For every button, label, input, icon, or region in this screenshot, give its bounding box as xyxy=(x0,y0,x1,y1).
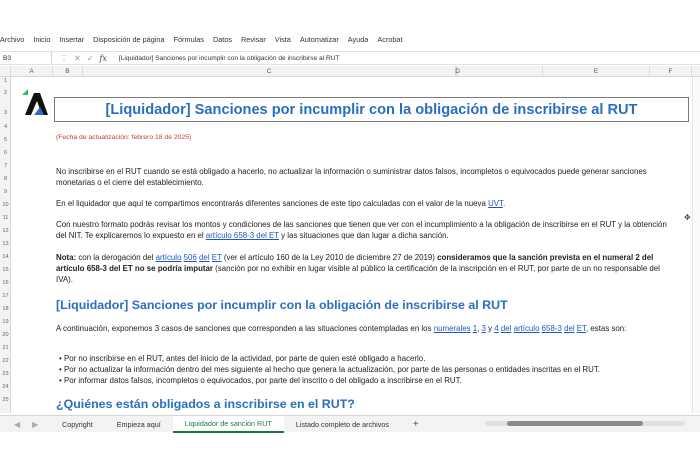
column-header[interactable]: A xyxy=(11,66,53,77)
prev-sheet-icon[interactable]: ◀ xyxy=(14,419,21,429)
menu-acrobat[interactable]: Acrobat xyxy=(377,34,403,44)
row-header[interactable]: 11 xyxy=(2,215,9,221)
insert-function-icon[interactable]: fx xyxy=(99,53,107,63)
menu-disposicion[interactable]: Disposición de página xyxy=(93,34,165,44)
numeral-3-link[interactable]: 3 xyxy=(481,324,486,333)
row-header[interactable]: 5 xyxy=(3,137,8,143)
title-cell[interactable] xyxy=(54,97,689,122)
paragraph-intro: No inscribirse en el RUT cuando se está obligado a hacerlo, no actualizar la información o suministrar datos falsos, incompletos o equivocados puede generar sanciones monetarias o el cierre del establecimiento. xyxy=(56,167,647,187)
row-header[interactable]: 25 xyxy=(2,397,9,403)
numerales-link[interactable]: numerales xyxy=(433,324,471,333)
row-header[interactable]: 14 xyxy=(2,254,9,260)
worksheet-grid[interactable] xyxy=(12,77,692,413)
row-header[interactable]: 22 xyxy=(2,358,9,364)
horizontal-scrollbar[interactable] xyxy=(485,421,685,426)
del-link[interactable]: del xyxy=(500,324,512,333)
section-heading: [Liquidador] Sanciones por incumplir con la obligación de inscribirse al RUT xyxy=(56,298,508,312)
row-header[interactable]: 4 xyxy=(3,124,8,130)
cursor-icon: ✥ xyxy=(684,213,691,222)
column-header[interactable]: E xyxy=(543,66,650,77)
menu-formulas[interactable]: Fórmulas xyxy=(173,34,204,44)
list-item: • Por no inscribirse en el RUT, antes del inicio de la actividad, por parte de quien esté obligado a hacerlo. xyxy=(59,354,426,363)
select-all-corner[interactable] xyxy=(0,66,11,77)
tab-empieza-aqui[interactable]: Empieza aquí xyxy=(116,419,161,429)
tab-listado[interactable]: Listado completo de archivos xyxy=(295,419,389,429)
del-link[interactable]: del xyxy=(199,253,210,262)
list-item: • Por informar datos falsos, incompletos o equivocados, por parte del inscrito o del obligado a inscribirse en el RUT. xyxy=(59,376,462,385)
paragraph-uvt: En el liquidador que aquí te compartimos encontrarás diferentes sanciones de este tipo calculadas con el valor de la nueva UVT. xyxy=(56,199,506,208)
row-header[interactable]: 3 xyxy=(3,110,8,116)
uvt-link[interactable]: UVT xyxy=(488,199,503,208)
menu-inicio[interactable]: Inicio xyxy=(33,34,51,44)
confirm-icon[interactable]: ✓ xyxy=(86,53,94,63)
article-link[interactable]: artículo xyxy=(155,253,182,262)
row-header[interactable]: 19 xyxy=(2,319,9,325)
row-header[interactable]: 21 xyxy=(2,345,9,351)
row-header[interactable]: 23 xyxy=(2,371,9,377)
column-headers xyxy=(0,66,700,77)
et-link[interactable]: ET xyxy=(211,253,222,262)
row-header[interactable]: 15 xyxy=(2,267,9,273)
cancel-icon[interactable]: ✕ xyxy=(74,53,81,63)
row-header[interactable]: 20 xyxy=(2,332,9,338)
scrollbar-thumb[interactable] xyxy=(507,421,643,426)
numeral-1-link[interactable]: 1 xyxy=(472,324,478,333)
name-box[interactable]: B3 xyxy=(0,52,52,64)
menu-datos[interactable]: Datos xyxy=(212,34,233,44)
menu-archivo[interactable]: Archivo xyxy=(0,34,25,44)
row-header[interactable]: 13 xyxy=(2,241,9,247)
menu-vista[interactable]: Vista xyxy=(274,34,291,44)
ribbon-menu xyxy=(0,31,700,47)
row-header[interactable]: 7 xyxy=(3,163,8,169)
column-header[interactable]: F xyxy=(650,66,692,77)
more-options-icon[interactable]: ⋮ xyxy=(60,53,68,63)
row-header[interactable]: 9 xyxy=(3,189,8,195)
row-header[interactable]: 6 xyxy=(3,150,8,156)
vertical-scrollbar[interactable] xyxy=(692,77,700,413)
et-link[interactable]: ET xyxy=(576,324,587,333)
row-headers xyxy=(0,77,11,413)
row-header[interactable]: 17 xyxy=(2,293,9,299)
menu-automatizar[interactable]: Automatizar xyxy=(299,34,339,44)
column-header[interactable]: B xyxy=(53,66,83,77)
article-658-3-link[interactable]: artículo 658-3 del ET xyxy=(205,231,279,240)
row-header[interactable]: 1 xyxy=(3,78,8,84)
menu-revisar[interactable]: Revisar xyxy=(241,34,266,44)
row-header[interactable]: 10 xyxy=(2,202,9,208)
row-header[interactable]: 2 xyxy=(3,90,8,96)
column-header[interactable]: D xyxy=(373,66,543,77)
formula-input[interactable]: [Liquidador] Sanciones por incumplir con la obligación de inscribirse al RUT xyxy=(118,54,340,62)
paragraph-format: Con nuestro formato podrás revisar los montos y condiciones de las sanciones que tienen que ver con el incumplimiento a la obligación de inscribirse en el RUT y la obtención del NIT. Te explicaremos lo expuesto en el artículo 658-3 del ET y las situaciones que dan lugar a dicha sanción. xyxy=(56,220,667,240)
row-header[interactable]: 18 xyxy=(2,306,9,312)
article-506-link[interactable]: 506 xyxy=(183,253,197,262)
menu-ayuda[interactable]: Ayuda xyxy=(347,34,369,44)
article-658-3-link[interactable]: 658-3 xyxy=(541,324,562,333)
row-header[interactable]: 8 xyxy=(3,176,8,182)
formula-bar xyxy=(0,51,700,65)
row-header[interactable]: 24 xyxy=(2,384,9,390)
next-sheet-icon[interactable]: ▶ xyxy=(32,419,39,429)
update-date: (Fecha de actualización: febrero 18 de 2025) xyxy=(56,134,192,141)
numeral-4-link[interactable]: 4 xyxy=(494,324,499,333)
column-header[interactable]: C xyxy=(83,66,456,77)
menu-insertar[interactable]: Insertar xyxy=(59,34,85,44)
articulo-link[interactable]: artículo xyxy=(513,324,540,333)
paragraph-cases: A continuación, exponemos 3 casos de sanciones que corresponden a las situaciones contempladas en los numerales 1, 3 y 4 del artículo 658-3 del ET, estas son: xyxy=(56,324,627,333)
del-link[interactable]: del xyxy=(564,324,575,333)
section-heading-who: ¿Quiénes están obligados a inscribirse en el RUT? xyxy=(56,397,355,411)
row-header[interactable]: 12 xyxy=(2,228,9,234)
tab-liquidador[interactable]: Liquidador de sanción RUT xyxy=(173,416,284,433)
row-header[interactable]: 16 xyxy=(2,280,9,286)
add-sheet-button[interactable]: + xyxy=(412,418,419,430)
page-title: [Liquidador] Sanciones por incumplir con la obligación de inscribirse al RUT xyxy=(105,101,638,118)
list-item: • Por no actualizar la información dentro del mes siguiente al hecho que genera la actualización, por parte de las personas o entidades inscritas en el RUT. xyxy=(59,365,600,374)
tab-copyright[interactable]: Copyright xyxy=(62,419,93,429)
paragraph-note: Nota: con la derogación del artículo 506 del ET (ver el artículo 160 de la Ley 2010 de diciembre 27 de 2019) consideramos que la sanción prevista en el numeral 2 del artículo 658-3 del ET no se podría imputar (sanción por no exhibir en lugar visible al público la certificación de la inscripción en el RUT, por parte de un no responsable del IVA). xyxy=(56,253,660,284)
actualicese-logo-icon xyxy=(20,87,50,117)
